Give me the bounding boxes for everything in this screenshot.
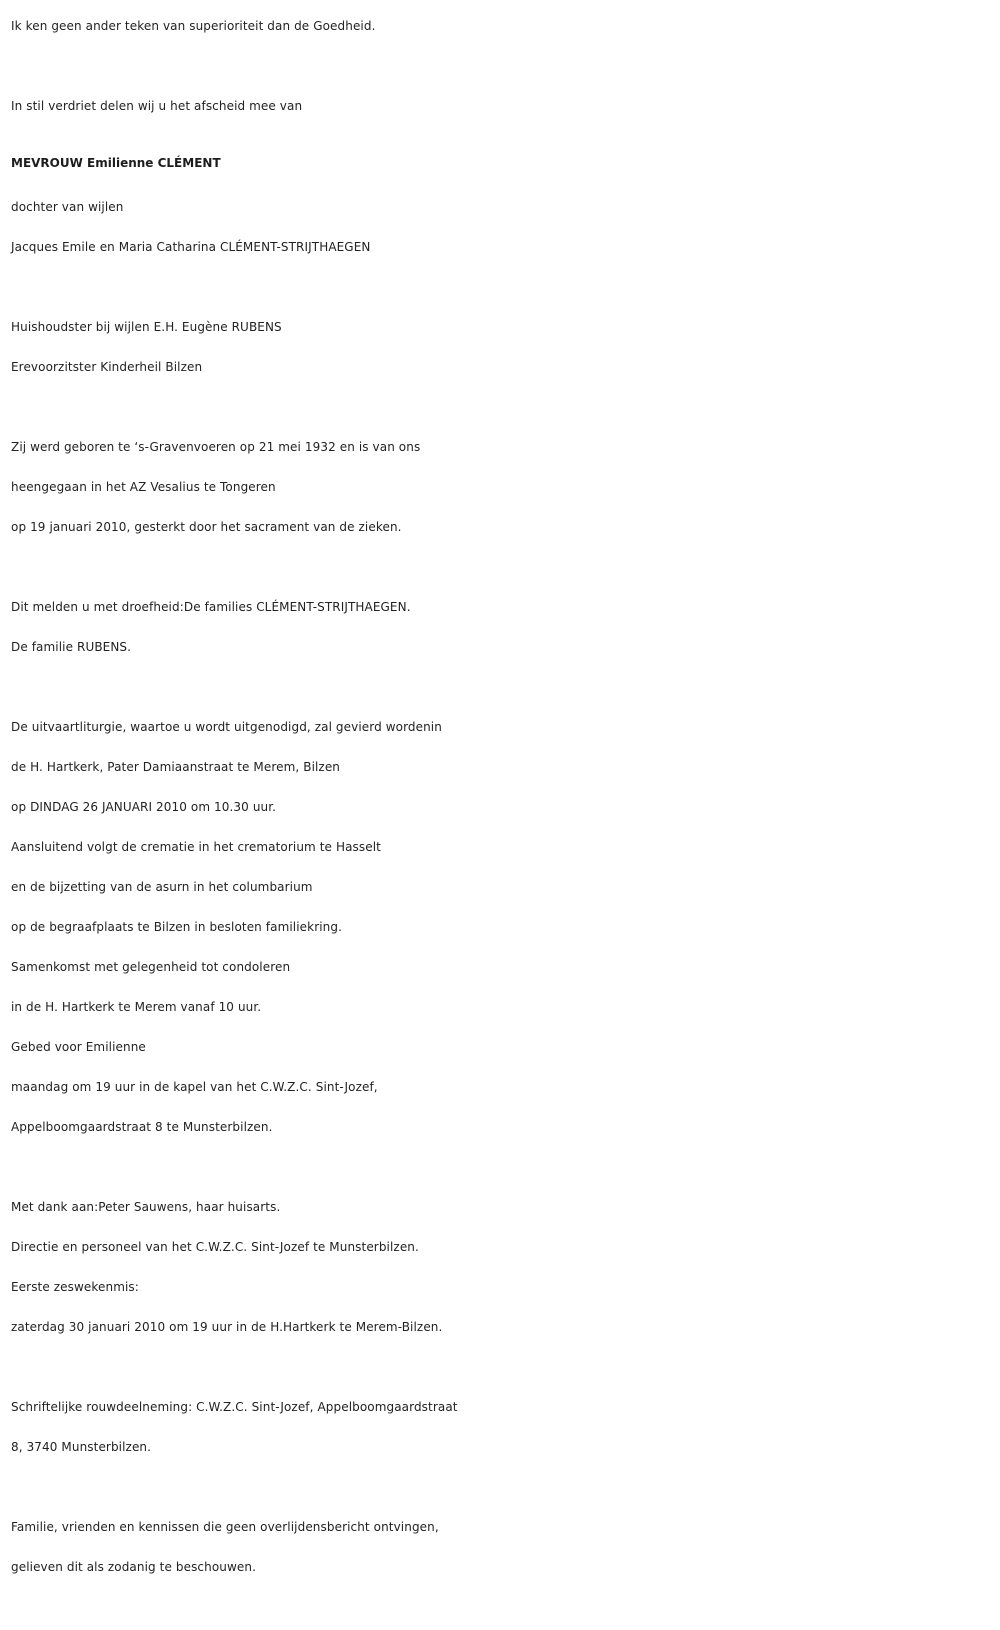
parents-line: Jacques Emile en Maria Catharina CLÉMENT-STRIJTHAEGEN [11, 240, 371, 254]
spacer [11, 387, 991, 427]
spacer [11, 1467, 991, 1507]
funeral-line: Samenkomst met gelegenheid tot condoleren [11, 960, 291, 974]
families-line: Dit melden u met droefheid:De families CLÉMENT-STRIJTHAEGEN. [11, 600, 411, 614]
funeral-line: Appelboomgaardstraat 8 te Munsterbilzen. [11, 1120, 273, 1134]
spacer [11, 1347, 991, 1387]
closing-line: gelieven dit als zodanig te beschouwen. [11, 1560, 256, 1574]
spacer [11, 547, 991, 587]
thanks-line: zaterdag 30 januari 2010 om 19 uur in de H.Hartkerk te Merem-Bilzen. [11, 1320, 443, 1334]
life-line: Zij werd geboren te ‘s-Gravenvoeren op 21 mei 1932 en is van ons [11, 440, 421, 454]
funeral-line: en de bijzetting van de asurn in het columbarium [11, 880, 313, 894]
spacer [11, 267, 991, 307]
intro-text: In stil verdriet delen wij u het afscheid mee van [11, 99, 303, 113]
condolence-line: 8, 3740 Munsterbilzen. [11, 1440, 152, 1454]
thanks-line: Eerste zeswekenmis: [11, 1280, 139, 1294]
deceased-name: MEVROUW Emilienne CLÉMENT [11, 156, 221, 170]
thanks-line: Directie en personeel van het C.W.Z.C. Sint-Jozef te Munsterbilzen. [11, 1240, 419, 1254]
funeral-line: Gebed voor Emilienne [11, 1040, 146, 1054]
life-line: heengegaan in het AZ Vesalius te Tongeren [11, 480, 276, 494]
condolence-line: Schriftelijke rouwdeelneming: C.W.Z.C. Sint-Jozef, Appelboomgaardstraat [11, 1400, 458, 1414]
families-line: De familie RUBENS. [11, 640, 132, 654]
funeral-line: op DINDAG 26 JANUARI 2010 om 10.30 uur. [11, 800, 277, 814]
life-line: op 19 januari 2010, gesterkt door het sacrament van de zieken. [11, 520, 402, 534]
role-line: Erevoorzitster Kinderheil Bilzen [11, 360, 203, 374]
closing-line: Familie, vrienden en kennissen die geen overlijdensbericht ontvingen, [11, 1520, 439, 1534]
funeral-line: op de begraafplaats te Bilzen in besloten familiekring. [11, 920, 342, 934]
parents-line: dochter van wijlen [11, 200, 124, 214]
funeral-line: De uitvaartliturgie, waartoe u wordt uitgenodigd, zal gevierd wordenin [11, 720, 442, 734]
funeral-line: de H. Hartkerk, Pater Damiaanstraat te Merem, Bilzen [11, 760, 341, 774]
funeral-line: Aansluitend volgt de crematie in het crematorium te Hasselt [11, 840, 381, 854]
spacer [11, 1147, 991, 1187]
funeral-line: maandag om 19 uur in de kapel van het C.W.Z.C. Sint-Jozef, [11, 1080, 378, 1094]
obituary-notice [11, 6, 991, 1587]
spacer [11, 667, 991, 707]
funeral-line: in de H. Hartkerk te Merem vanaf 10 uur. [11, 1000, 262, 1014]
spacer [11, 46, 991, 86]
role-line: Huishoudster bij wijlen E.H. Eugène RUBENS [11, 320, 282, 334]
thanks-line: Met dank aan:Peter Sauwens, haar huisarts. [11, 1200, 281, 1214]
quote-text: Ik ken geen ander teken van superioriteit dan de Goedheid. [11, 19, 376, 33]
